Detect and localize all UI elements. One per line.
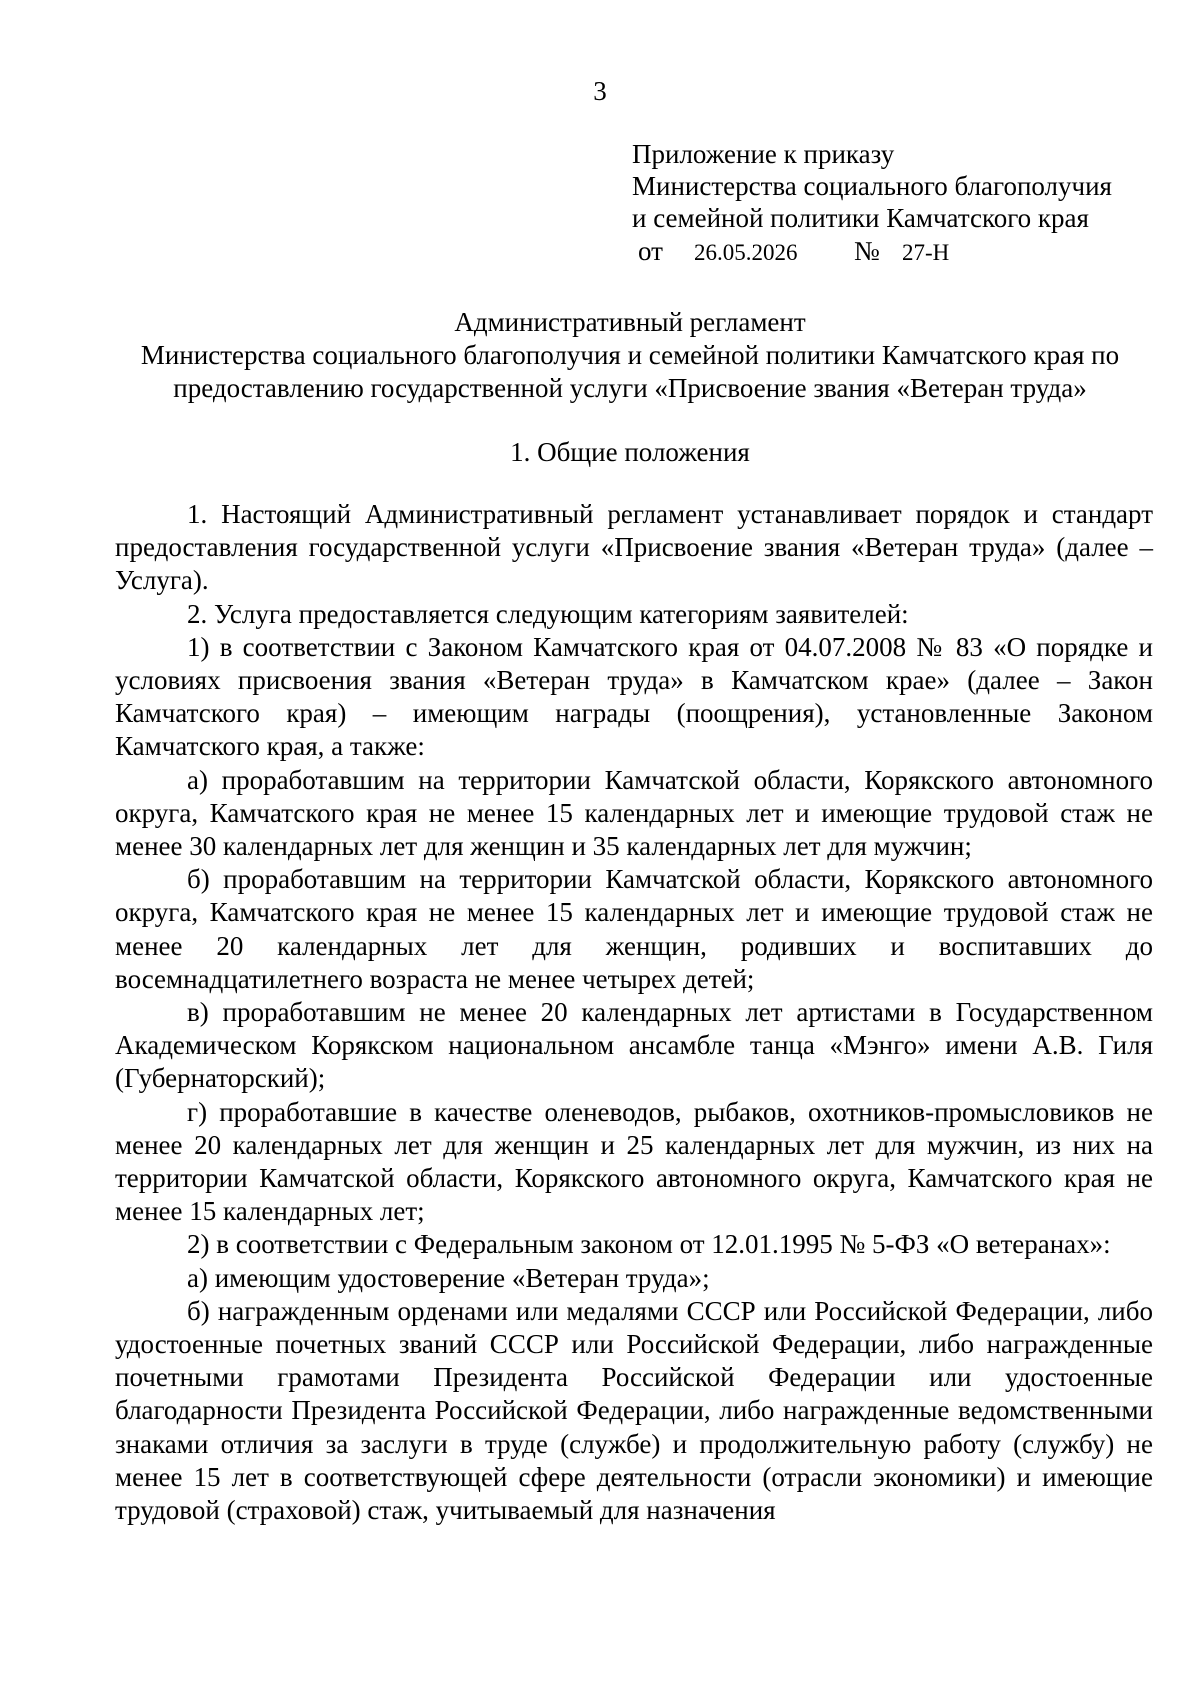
order-date: 26.05.2026	[694, 240, 798, 265]
paragraph-6: в) проработавшим не менее 20 календарных лет артистами в Государственном Академическом Корякском национальном ансамбле танца «Мэнго» имени А.В. Гиля (Губернаторский);	[115, 997, 1153, 1094]
title-line-3: предоставлению государственной услуги «Присвоение звания «Ветеран труда»	[173, 373, 1087, 403]
paragraph-3: 1) в соответствии с Законом Камчатского края от 04.07.2008 № 83 «О порядке и условиях присвоения звания «Ветеран труда» в Камчатском крае» (далее – Закон Камчатского края) – имеющим награды (поощрения), установленные Законом Камчатского края, а также:	[115, 631, 1153, 762]
approval-block	[632, 138, 1112, 266]
title-line-2: Министерства социального благополучия и семейной политики Камчатского края по	[140, 340, 1120, 370]
paragraph-9: а) имеющим удостоверение «Ветеран труда»;	[187, 1262, 710, 1293]
paragraph-7: г) проработавшие в качестве оленеводов, рыбаков, охотников-промысловиков не менее 20 календарных лет для женщин и 25 календарных лет для мужчин, из них на территории Камчатской области, Корякского автономного округа, Камчатского края не менее 15 календарных лет;	[115, 1096, 1153, 1227]
paragraph-4: а) проработавшим на территории Камчатской области, Корякского автономного округа, Камчатского края не менее 15 календарных лет и имеющие трудовой стаж не менее 30 календарных лет для женщин и 35 календарных лет для мужчин;	[115, 764, 1153, 862]
date-prefix: от	[638, 236, 663, 266]
approval-line-2: Министерства социального благополучия	[632, 171, 1112, 201]
paragraph-5: б) проработавшим на территории Камчатской области, Корякского автономного округа, Камчатского края не менее 15 календарных лет и имеющие трудовой стаж не менее 20 календарных лет для женщин, родивших и воспитавших до восемнадцатилетнего возраста не менее четырех детей;	[115, 864, 1153, 994]
title-line-1: Административный регламент	[454, 307, 806, 337]
section-heading: 1. Общие положения	[510, 437, 750, 467]
paragraph-8: 2) в соответствии с Федеральным законом от 12.01.1995 № 5-ФЗ «О ветеранах»:	[187, 1229, 1111, 1260]
document-title	[100, 306, 1160, 405]
body-text	[115, 498, 1153, 1527]
number-sign: №	[854, 236, 880, 266]
paragraph-1: 1. Настоящий Административный регламент устанавливает порядок и стандарт предоставления государственной услуги «Присвоение звания «Ветеран труда» (далее – Услуга).	[115, 499, 1153, 596]
order-number: 27-Н	[902, 240, 950, 265]
approval-date-line	[632, 234, 1112, 266]
paragraph-2: 2. Услуга предоставляется следующим категориям заявителей:	[187, 598, 909, 629]
page-number: 3	[593, 76, 607, 106]
approval-line-1: Приложение к приказу	[632, 139, 895, 169]
approval-line-3: и семейной политики Камчатского края	[632, 203, 1089, 233]
paragraph-10: б) награжденным орденами или медалями СССР или Российской Федерации, либо удостоенные почетных званий СССР или Российской Федерации, либо награжденные почетными грамотами Президента Российской Федерации или удостоенные благодарности Президента Российской Федерации, либо награжденные ведомственными знаками отличия за заслуги в труде (службе) и продолжительную работу (службу) не менее 15 лет в соответствующей сфере деятельности (отрасли экономики) и имеющие трудовой (страховой) стаж, учитываемый для назначения	[115, 1295, 1153, 1526]
